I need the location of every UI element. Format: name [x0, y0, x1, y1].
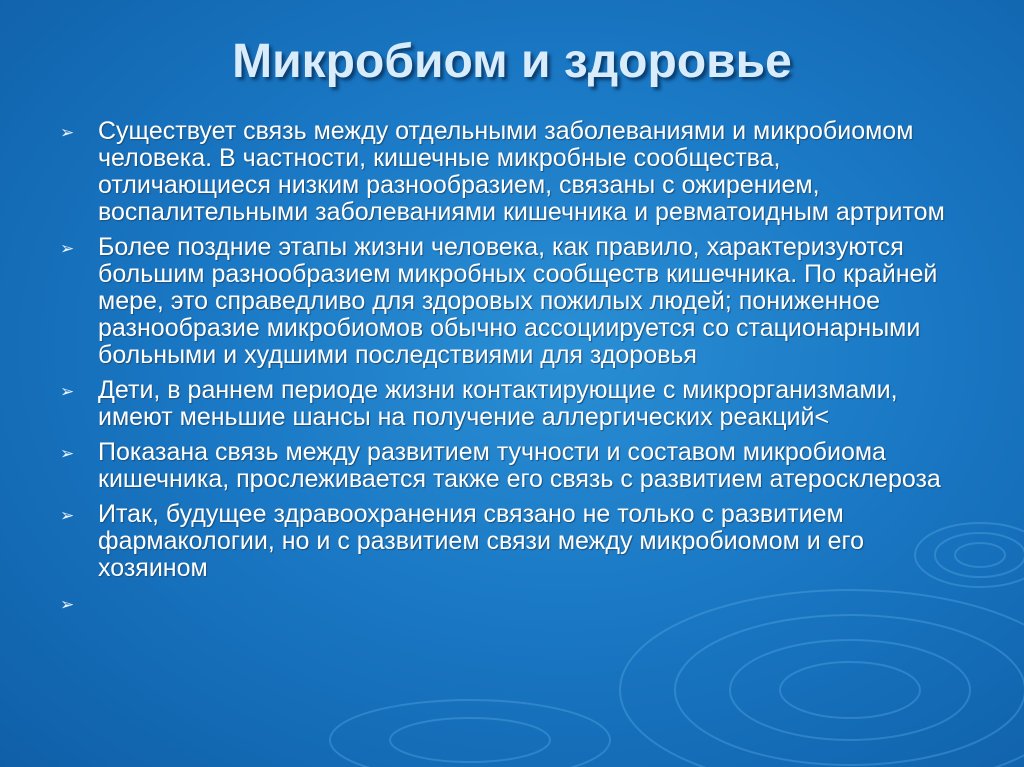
chevron-right-icon: ➢: [60, 123, 75, 142]
bullet-text: Существует связь между отдельными заболеваниями и микробиомом человека. В частности, кишечные микробные сообщества, отличающиеся низким разнообразием, связаны с ожирением, воспалительными заболеваниями кишечника и ревматоидным артритом: [98, 117, 945, 226]
bullet-item: [60, 234, 960, 369]
bullet-text: Показана связь между развитием тучности и составом микробиома кишечника, прослеживается также его связь с развитием атеросклероза: [98, 438, 941, 493]
bullet-text: Итак, будущее здравоохранения связано не только с развитием фармакологии, но и с развитием связи между микробиомом и его хозяином: [98, 500, 865, 582]
bullet-item: [60, 377, 960, 431]
bullet-text: Дети, в раннем периоде жизни контактирующие с микроргaнизмами, имеют меньшие шансы на получение аллергических реакций<: [98, 376, 898, 431]
bullet-item: [60, 439, 960, 493]
chevron-right-icon: ➢: [60, 506, 75, 525]
chevron-right-icon: ➢: [60, 595, 75, 614]
bullet-item: [60, 501, 960, 582]
chevron-right-icon: ➢: [60, 444, 75, 463]
bullet-list: [60, 117, 960, 614]
chevron-right-icon: ➢: [60, 382, 75, 401]
slide-title: Микробиом и здоровье: [232, 35, 792, 88]
chevron-right-icon: ➢: [60, 239, 75, 258]
bullet-text: Более поздние этапы жизни человека, как правило, характеризуются большим разнообразием микробных сообществ кишечника. По крайней мере, это справедливо для здоровых пожилых людей; пониженное разнообразие микробиомов обычно ассоциируется со стационарными больными и худшими последствиями для здоровья: [98, 233, 938, 369]
bullet-item: [60, 118, 960, 226]
